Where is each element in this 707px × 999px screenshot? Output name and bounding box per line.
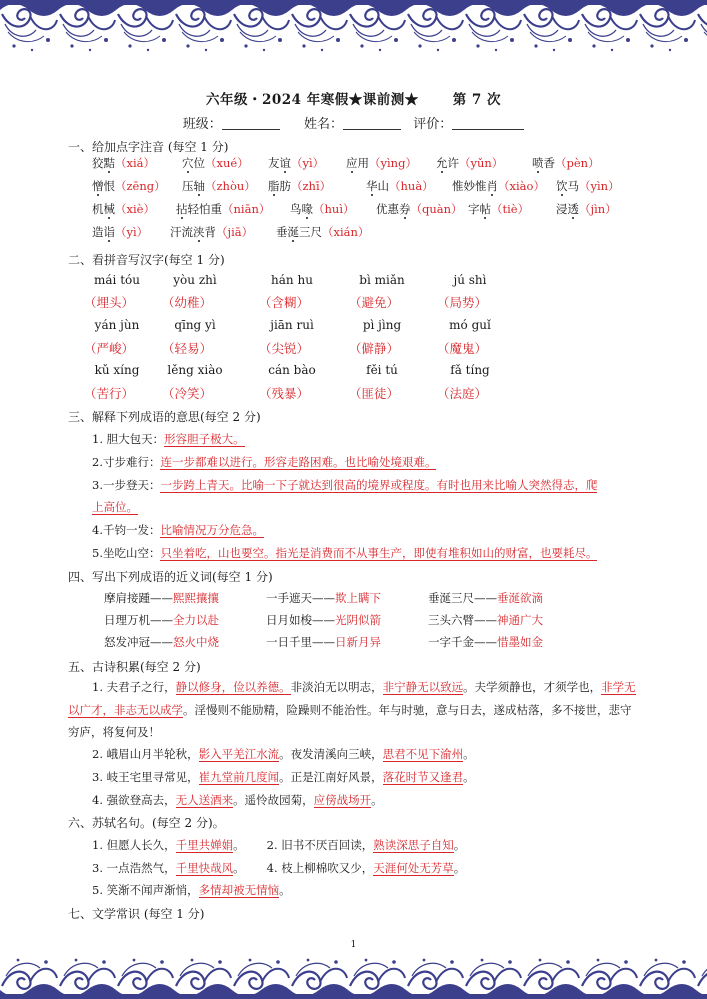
synonym-answer: 垂涎欲滴 bbox=[497, 591, 543, 605]
pinyin-answer: （xiào） bbox=[498, 179, 545, 193]
dotted-char: 券 bbox=[399, 202, 411, 216]
hanzi-answer: （局势） bbox=[436, 295, 487, 310]
s5-passage-1: 1. 夫君子之行，静以修身，俭以养德。非淡泊无以明志，非宁静无以致远。夫学须静也，才须学也，非学无以广才，非志无以成学。淫慢则不能励精，险躁则不能治性。年与时驰，意与日去，遂成枯落，多不接世，悲守穷庐，将复何及！ bbox=[68, 680, 636, 739]
s6-line-2: 3. 一点浩然气，千里快哉风。 4. 枝上柳棉吹又少，天涯何处无芳草。 bbox=[92, 861, 466, 875]
dotted-char: 黠 bbox=[103, 156, 115, 170]
dotted-char: 华 bbox=[366, 179, 378, 193]
dotted-char: 脂 bbox=[268, 179, 280, 193]
pinyin-answer: （huì） bbox=[313, 202, 355, 216]
s1-item: 汗流浃背（jiā） bbox=[170, 225, 254, 239]
title-session: 第 7 次 bbox=[452, 92, 502, 108]
hanzi-answer: （避免） bbox=[348, 295, 399, 310]
class-label: 班级： bbox=[182, 117, 222, 132]
hanzi-answer: （匪徒） bbox=[348, 386, 399, 401]
s3-item-2: 2.寸步难行：连一步都难以进行。形容走路困难。也比喻处境艰难。 bbox=[92, 455, 437, 469]
pinyin-prompt: mó guǐ bbox=[449, 318, 491, 332]
pinyin-answer: （tiè） bbox=[491, 202, 530, 216]
synonym-pair: 一手遮天——欺上瞒下 bbox=[266, 591, 381, 605]
s6-line-1: 1. 但愿人长久，千里共婵娟。 2. 旧书不厌百回读，熟读深思子自知。 bbox=[92, 838, 466, 852]
hanzi-answer: （严峻） bbox=[83, 341, 134, 356]
eval-label: 评价： bbox=[413, 117, 453, 132]
hanzi-answer: （法庭） bbox=[436, 386, 487, 401]
s1-item: 优惠券（quàn） bbox=[376, 202, 463, 216]
dotted-char: 喙 bbox=[301, 202, 313, 216]
pinyin-prompt: pì jìng bbox=[362, 318, 402, 332]
synonym-answer: 熙熙攘攘 bbox=[173, 591, 219, 605]
dotted-char: 憎 bbox=[92, 179, 104, 193]
s1-item: 鸟喙（huì） bbox=[290, 202, 355, 216]
synonym-pair: 日理万机——全力以赴 bbox=[104, 613, 219, 627]
dotted-char: 拈 bbox=[176, 202, 188, 216]
dotted-char: 穴 bbox=[182, 156, 194, 170]
pinyin-answer: （jìn） bbox=[579, 202, 617, 216]
pinyin-prompt: mái tóu bbox=[94, 273, 140, 287]
title-main: 六年级・2024 年寒假★课前测★ bbox=[205, 92, 419, 108]
dotted-char: 轴 bbox=[193, 179, 205, 193]
pinyin-prompt: yòu zhì bbox=[173, 273, 217, 287]
pinyin-answer: （yì） bbox=[115, 225, 149, 239]
dotted-char: 肖 bbox=[486, 179, 498, 193]
s1-item: 穴位（xué） bbox=[182, 156, 249, 170]
s5-poem-4: 4. 强欲登高去，无人送酒来。遥怜故园菊，应傍战场开。 bbox=[92, 793, 383, 807]
hanzi-answer: （僻静） bbox=[348, 341, 399, 356]
hanzi-answer: （幼稚） bbox=[161, 295, 212, 310]
synonym-pair: 三头六臂——神通广大 bbox=[428, 613, 543, 627]
dotted-char: 允 bbox=[436, 156, 448, 170]
synonym-answer: 惜墨如金 bbox=[497, 635, 543, 649]
class-blank[interactable] bbox=[222, 117, 280, 130]
pinyin-answer: （pèn） bbox=[555, 156, 600, 170]
page-number: 1 bbox=[350, 940, 357, 950]
student-info-line bbox=[0, 113, 707, 132]
section-7-heading: 七、文学常识 (每空 1 分) bbox=[68, 907, 205, 921]
dotted-char: 谊 bbox=[279, 156, 291, 170]
synonym-answer: 怒火中烧 bbox=[173, 635, 219, 649]
pinyin-answer: （huà） bbox=[389, 179, 434, 193]
hanzi-answer: （冷笑） bbox=[161, 386, 212, 401]
pinyin-answer: （yǔn） bbox=[459, 156, 504, 170]
dotted-char: 诣 bbox=[103, 225, 115, 239]
s1-item: 拈轻怕重（niān） bbox=[176, 202, 271, 216]
pinyin-prompt: fěi tú bbox=[366, 363, 398, 377]
s5-poem-2: 2. 峨眉山月半轮秋，影入平羌江水流。夜发清溪向三峡，思君不见下渝州。 bbox=[92, 747, 475, 761]
pinyin-prompt: bì miǎn bbox=[359, 273, 405, 287]
hanzi-answer: （轻易） bbox=[161, 341, 212, 356]
pinyin-answer: （yì） bbox=[291, 156, 325, 170]
pinyin-answer: （yìng） bbox=[369, 156, 417, 170]
pinyin-answer: （jiā） bbox=[216, 225, 254, 239]
s1-item: 友谊（yì） bbox=[268, 156, 325, 170]
synonym-pair: 垂涎三尺——垂涎欲滴 bbox=[428, 591, 543, 605]
synonym-pair: 一日千里——日新月异 bbox=[266, 635, 381, 649]
s5-poem-3: 3. 岐王宅里寻常见，崔九堂前几度闻。正是江南好风景，落花时节又逢君。 bbox=[92, 770, 475, 784]
s1-item: 造诣（yì） bbox=[92, 225, 149, 239]
pinyin-answer: （yìn） bbox=[579, 179, 620, 193]
pinyin-answer: （quàn） bbox=[410, 202, 463, 216]
pinyin-prompt: cán bào bbox=[268, 363, 316, 377]
s1-item: 饮马（yìn） bbox=[556, 179, 620, 193]
name-label: 姓名： bbox=[303, 117, 343, 132]
section-1-heading: 一、给加点字注音 (每空 1 分) bbox=[68, 140, 229, 154]
dotted-char: 喷 bbox=[532, 156, 544, 170]
s1-item: 狡黠（xiá） bbox=[92, 156, 156, 170]
s3-item-5: 5.坐吃山空：只坐着吃，山也要空。指光是消费而不从事生产，即使有堆积如山的财富，也要耗尽。 bbox=[92, 546, 598, 560]
s1-item: 垂涎三尺（xián） bbox=[276, 225, 370, 239]
pinyin-prompt: yán jùn bbox=[94, 318, 140, 332]
pinyin-answer: （xián） bbox=[322, 225, 370, 239]
hanzi-answer: （苦行） bbox=[83, 386, 134, 401]
s3-item-1: 1. 胆大包天：形容胆子极大。 bbox=[92, 432, 245, 446]
pinyin-answer: （niān） bbox=[222, 202, 271, 216]
s1-item: 华山（huà） bbox=[366, 179, 434, 193]
pinyin-prompt: lěng xiào bbox=[167, 363, 223, 377]
dotted-char: 械 bbox=[103, 202, 115, 216]
pinyin-answer: （zhī） bbox=[291, 179, 332, 193]
dotted-char: 浃 bbox=[193, 225, 205, 239]
s1-item: 字帖（tiè） bbox=[468, 202, 530, 216]
pinyin-prompt: jiān ruì bbox=[270, 318, 314, 332]
pinyin-answer: （zhòu） bbox=[205, 179, 256, 193]
hanzi-answer: （埋头） bbox=[83, 295, 134, 310]
hanzi-answer: （魔鬼） bbox=[436, 341, 487, 356]
section-6-heading: 六、苏轼名句。(每空 2 分)。 bbox=[68, 816, 225, 830]
s3-item-4: 4.千钧一发：比喻情况万分危急。 bbox=[92, 523, 264, 537]
section-4-heading: 四、写出下列成语的近义词(每空 1 分) bbox=[68, 570, 273, 584]
hanzi-answer: （尖锐） bbox=[258, 341, 309, 356]
s1-item: 惟妙惟肖（xiào） bbox=[452, 179, 545, 193]
section-3-heading: 三、解释下列成语的意思(每空 2 分) bbox=[68, 410, 261, 424]
pinyin-prompt: kǔ xíng bbox=[94, 363, 140, 377]
dotted-char: 透 bbox=[567, 202, 579, 216]
worksheet-title bbox=[0, 88, 707, 108]
synonym-answer: 神通广大 bbox=[497, 613, 543, 627]
name-blank[interactable] bbox=[343, 117, 401, 130]
synonym-answer: 日新月异 bbox=[335, 635, 381, 649]
s1-item: 喷香（pèn） bbox=[532, 156, 600, 170]
pinyin-prompt: qīng yì bbox=[174, 318, 216, 332]
s1-item: 浸透（jìn） bbox=[556, 202, 617, 216]
s1-item: 应用（yìng） bbox=[346, 156, 417, 170]
dotted-char: 涎 bbox=[287, 225, 299, 239]
synonym-answer: 全力以赴 bbox=[173, 613, 219, 627]
s1-item: 脂肪（zhī） bbox=[268, 179, 332, 193]
s1-item: 机械（xiè） bbox=[92, 202, 155, 216]
eval-blank[interactable] bbox=[452, 117, 524, 130]
synonym-pair: 摩肩接踵——熙熙攘攘 bbox=[104, 591, 219, 605]
s1-item: 允许（yǔn） bbox=[436, 156, 504, 170]
synonym-pair: 一字千金——惜墨如金 bbox=[428, 635, 543, 649]
synonym-answer: 光阴似箭 bbox=[335, 613, 381, 627]
s3-item-3-cont: 上高位。 bbox=[92, 500, 138, 514]
hanzi-answer: （含糊） bbox=[258, 295, 309, 310]
s3-item-3: 3.一步登天：一步跨上青天。比喻一下子就达到很高的境界或程度。有时也用来比喻人突然得志，爬 bbox=[92, 478, 598, 492]
pinyin-answer: （xiá） bbox=[115, 156, 156, 170]
pinyin-prompt: fǎ tíng bbox=[450, 363, 490, 377]
synonym-pair: 怒发冲冠——怒火中烧 bbox=[104, 635, 219, 649]
synonym-pair: 日月如梭——光阴似箭 bbox=[266, 613, 381, 627]
pinyin-prompt: hán hu bbox=[271, 273, 313, 287]
dotted-char: 帖 bbox=[479, 202, 491, 216]
pinyin-answer: （xiè） bbox=[115, 202, 155, 216]
section-5-heading: 五、古诗积累(每空 2 分) bbox=[68, 660, 201, 674]
s1-item: 憎恨（zēng） bbox=[92, 179, 166, 193]
dotted-char: 应 bbox=[346, 156, 358, 170]
pinyin-prompt: jú shì bbox=[453, 273, 487, 287]
pinyin-answer: （zēng） bbox=[115, 179, 166, 193]
s6-line-3: 5. 笑渐不闻声渐悄，多情却被无情恼。 bbox=[92, 883, 291, 897]
section-2-heading: 二、看拼音写汉字(每空 1 分) bbox=[68, 253, 225, 267]
synonym-answer: 欺上瞒下 bbox=[335, 591, 381, 605]
s1-item: 压轴（zhòu） bbox=[182, 179, 256, 193]
dotted-char: 饮 bbox=[556, 179, 568, 193]
hanzi-answer: （残暴） bbox=[258, 386, 309, 401]
pinyin-answer: （xué） bbox=[205, 156, 249, 170]
